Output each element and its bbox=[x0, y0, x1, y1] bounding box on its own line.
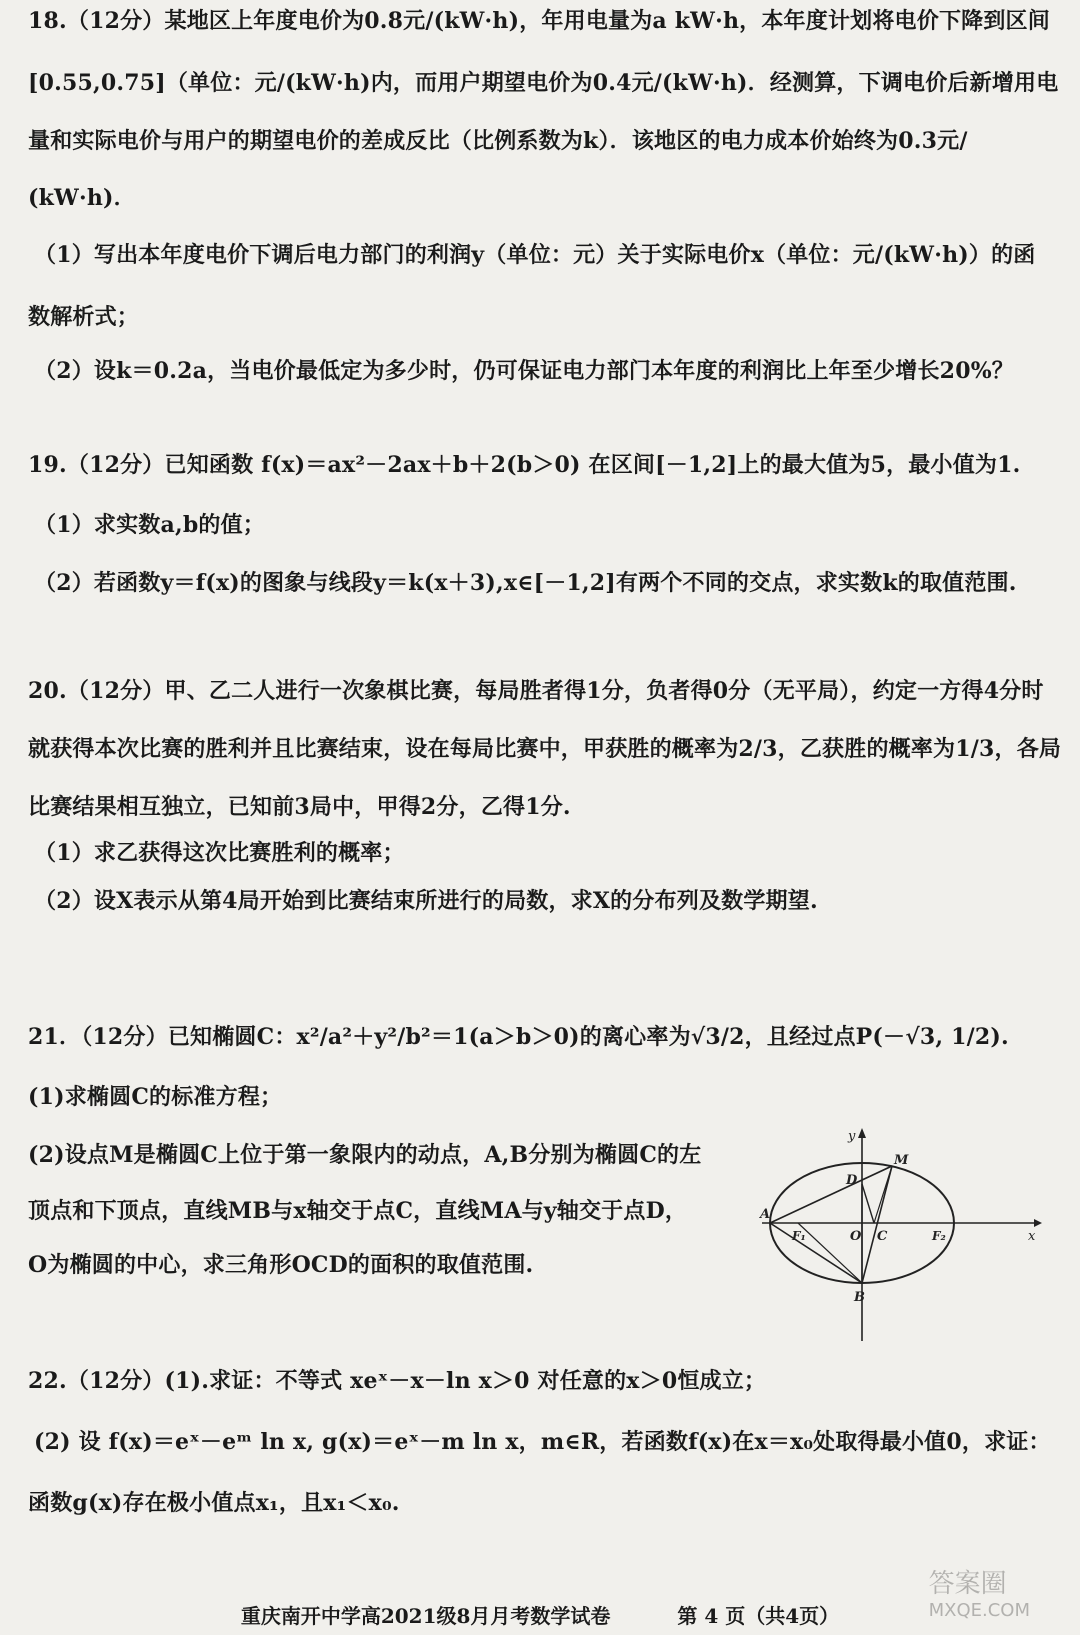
y-axis-arrow bbox=[858, 1128, 866, 1138]
q19-part1: （1）求实数a,b的值； bbox=[34, 512, 266, 538]
q22-part2-line-2: 函数g(x)存在极小值点x₁，且x₁＜x₀. bbox=[28, 1490, 400, 1516]
label-c: C bbox=[877, 1229, 888, 1244]
q18-line-1: 18.（12分）某地区上年度电价为0.8元/(kW·h)，年用电量为a kW·h，本年度计划将电价下降到区间 bbox=[28, 8, 1050, 34]
q21-line-1: 21．（12分）已知椭圆C：x²/a²＋y²/b²＝1(a＞b＞0)的离心率为√3/2，且经过点P(－√3, 1/2). bbox=[28, 1024, 1009, 1050]
footer-title: 重庆南开中学高2021级8月月考数学试卷 bbox=[240, 1604, 611, 1628]
label-d: D bbox=[846, 1173, 858, 1188]
q18-part1-cont: 数解析式； bbox=[28, 304, 140, 330]
q21-part2-line-3: O为椭圆的中心，求三角形OCD的面积的取值范围. bbox=[28, 1252, 534, 1278]
q21-part1: (1)求椭圆C的标准方程； bbox=[28, 1084, 283, 1110]
q20-line-2: 就获得本次比赛的胜利并且比赛结束，设在每局比赛中，甲获胜的概率为2/3，乙获胜的概率为1/3，各局 bbox=[28, 736, 1062, 762]
q20-part2: （2）设X表示从第4局开始到比赛结束所进行的局数，求X的分布列及数学期望. bbox=[34, 888, 818, 914]
line-ma bbox=[770, 1166, 892, 1223]
line-ab bbox=[770, 1223, 862, 1283]
q18-line-4: (kW·h)． bbox=[28, 185, 136, 211]
q18-part1: （1）写出本年度电价下调后电力部门的利润y（单位：元）关于实际电价x（单位：元/(kW·h)）的函 bbox=[34, 242, 1036, 268]
page-footer bbox=[0, 1600, 1080, 1629]
footer-page-number: 第 4 页（共4页） bbox=[677, 1604, 840, 1628]
label-b: B bbox=[854, 1290, 865, 1305]
q22-part2-line-1: (2) 设 f(x)＝eˣ－eᵐ ln x, g(x)＝eˣ－m ln x，m∈R，若函数f(x)在x＝x₀处取得最小值0，求证： bbox=[34, 1429, 1051, 1455]
x-axis-arrow bbox=[1034, 1219, 1042, 1227]
line-dc bbox=[862, 1184, 874, 1223]
line-mb bbox=[862, 1166, 892, 1283]
watermark-site: MXQE.COM bbox=[928, 1600, 1030, 1621]
q21-part2-line-2: 顶点和下顶点，直线MB与x轴交于点C，直线MA与y轴交于点D， bbox=[28, 1198, 688, 1224]
line-cm bbox=[874, 1166, 892, 1223]
label-f1: F₁ bbox=[792, 1229, 806, 1243]
label-a: A bbox=[760, 1207, 771, 1222]
q22-line-1: 22.（12分）(1).求证：不等式 xeˣ－x－ln x＞0 对任意的x＞0恒成立； bbox=[28, 1368, 767, 1394]
q18-line-2: [0.55,0.75]（单位：元/(kW·h)内，而用户期望电价为0.4元/(kW·h)．经测算，下调电价后新增用电 bbox=[28, 70, 1059, 96]
q19-part2: （2）若函数y＝f(x)的图象与线段y＝k(x＋3),x∈[－1,2]有两个不同的交点，求实数k的取值范围. bbox=[34, 570, 1017, 596]
q18-line-3: 量和实际电价与用户的期望电价的差成反比（比例系数为k）．该地区的电力成本价始终为0.3元/ bbox=[28, 128, 968, 154]
label-y: y bbox=[848, 1129, 856, 1144]
label-o: O bbox=[850, 1229, 862, 1244]
label-m: M bbox=[894, 1153, 909, 1168]
q20-line-1: 20.（12分）甲、乙二人进行一次象棋比赛，每局胜者得1分，负者得0分（无平局），约定一方得4分时 bbox=[28, 678, 1044, 704]
label-x: x bbox=[1028, 1229, 1036, 1244]
q21-part2-line-1: (2)设点M是椭圆C上位于第一象限内的动点，A,B分别为椭圆C的左 bbox=[28, 1142, 702, 1168]
ellipse-diagram bbox=[762, 1126, 1042, 1346]
q18-part2: （2）设k＝0.2a，当电价最低定为多少时，仍可保证电力部门本年度的利润比上年至少增长20%？ bbox=[34, 358, 1015, 384]
label-f2: F₂ bbox=[932, 1229, 946, 1243]
watermark-brand: 答案圈 bbox=[928, 1569, 1007, 1599]
watermark-logo bbox=[929, 1563, 1030, 1621]
q20-part1: （1）求乙获得这次比赛胜利的概率； bbox=[34, 840, 405, 866]
q19-line-1: 19.（12分）已知函数 f(x)＝ax²－2ax＋b＋2(b＞0) 在区间[－1,2]上的最大值为5，最小值为1. bbox=[28, 452, 1021, 478]
q20-line-3: 比赛结果相互独立，已知前3局中，甲得2分，乙得1分. bbox=[28, 794, 571, 820]
ellipse-figure bbox=[762, 1126, 1042, 1346]
